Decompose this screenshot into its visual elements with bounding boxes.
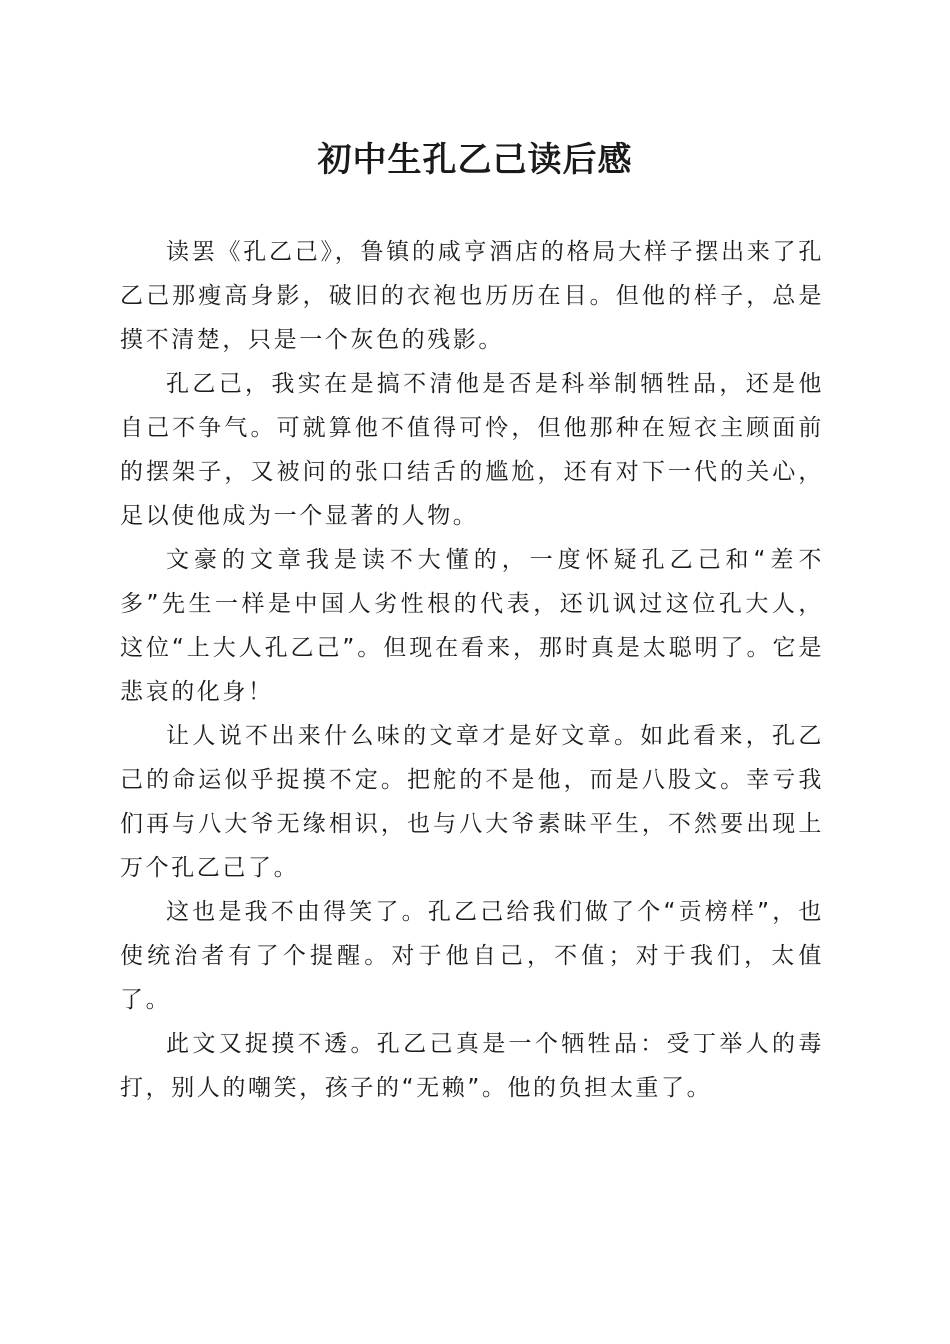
document-body: [120, 230, 824, 1110]
document-title: 初中生孔乙己读后感: [317, 140, 633, 180]
paragraph-1: 读罢《孔乙己》，鲁镇的咸亨酒店的格局大样子摆出来了孔乙己那瘦高身影，破旧的衣袍也历历在目。但他的样子，总是摸不清楚，只是一个灰色的残影。: [120, 239, 824, 353]
paragraph-3: 文豪的文章我是读不大懂的，一度怀疑孔乙己和“差不多”先生一样是中国人劣性根的代表，还讥讽过这位孔大人，这位“上大人孔乙己”。但现在看来，那时真是太聪明了。它是悲哀的化身！: [120, 547, 824, 705]
paragraph-2: 孔乙己，我实在是搞不清他是否是科举制牺牲品，还是他自己不争气。可就算他不值得可怜，但他那种在短衣主顾面前的摆架子，又被问的张口结舌的尴尬，还有对下一代的关心，足以使他成为一个显著的人物。: [120, 371, 824, 529]
paragraph-4: 让人说不出来什么味的文章才是好文章。如此看来，孔乙己的命运似乎捉摸不定。把舵的不是他，而是八股文。幸亏我们再与八大爷无缘相识，也与八大爷素昧平生，不然要出现上万个孔乙己了。: [120, 723, 824, 881]
paragraph-5: 这也是我不由得笑了。孔乙己给我们做了个“贡榜样”，也使统治者有了个提醒。对于他自己，不值；对于我们，太值了。: [120, 899, 824, 1013]
paragraph-6: 此文又捉摸不透。孔乙己真是一个牺牲品：受丁举人的毒打，别人的嘲笑，孩子的“无赖”。他的负担太重了。: [120, 1031, 824, 1101]
